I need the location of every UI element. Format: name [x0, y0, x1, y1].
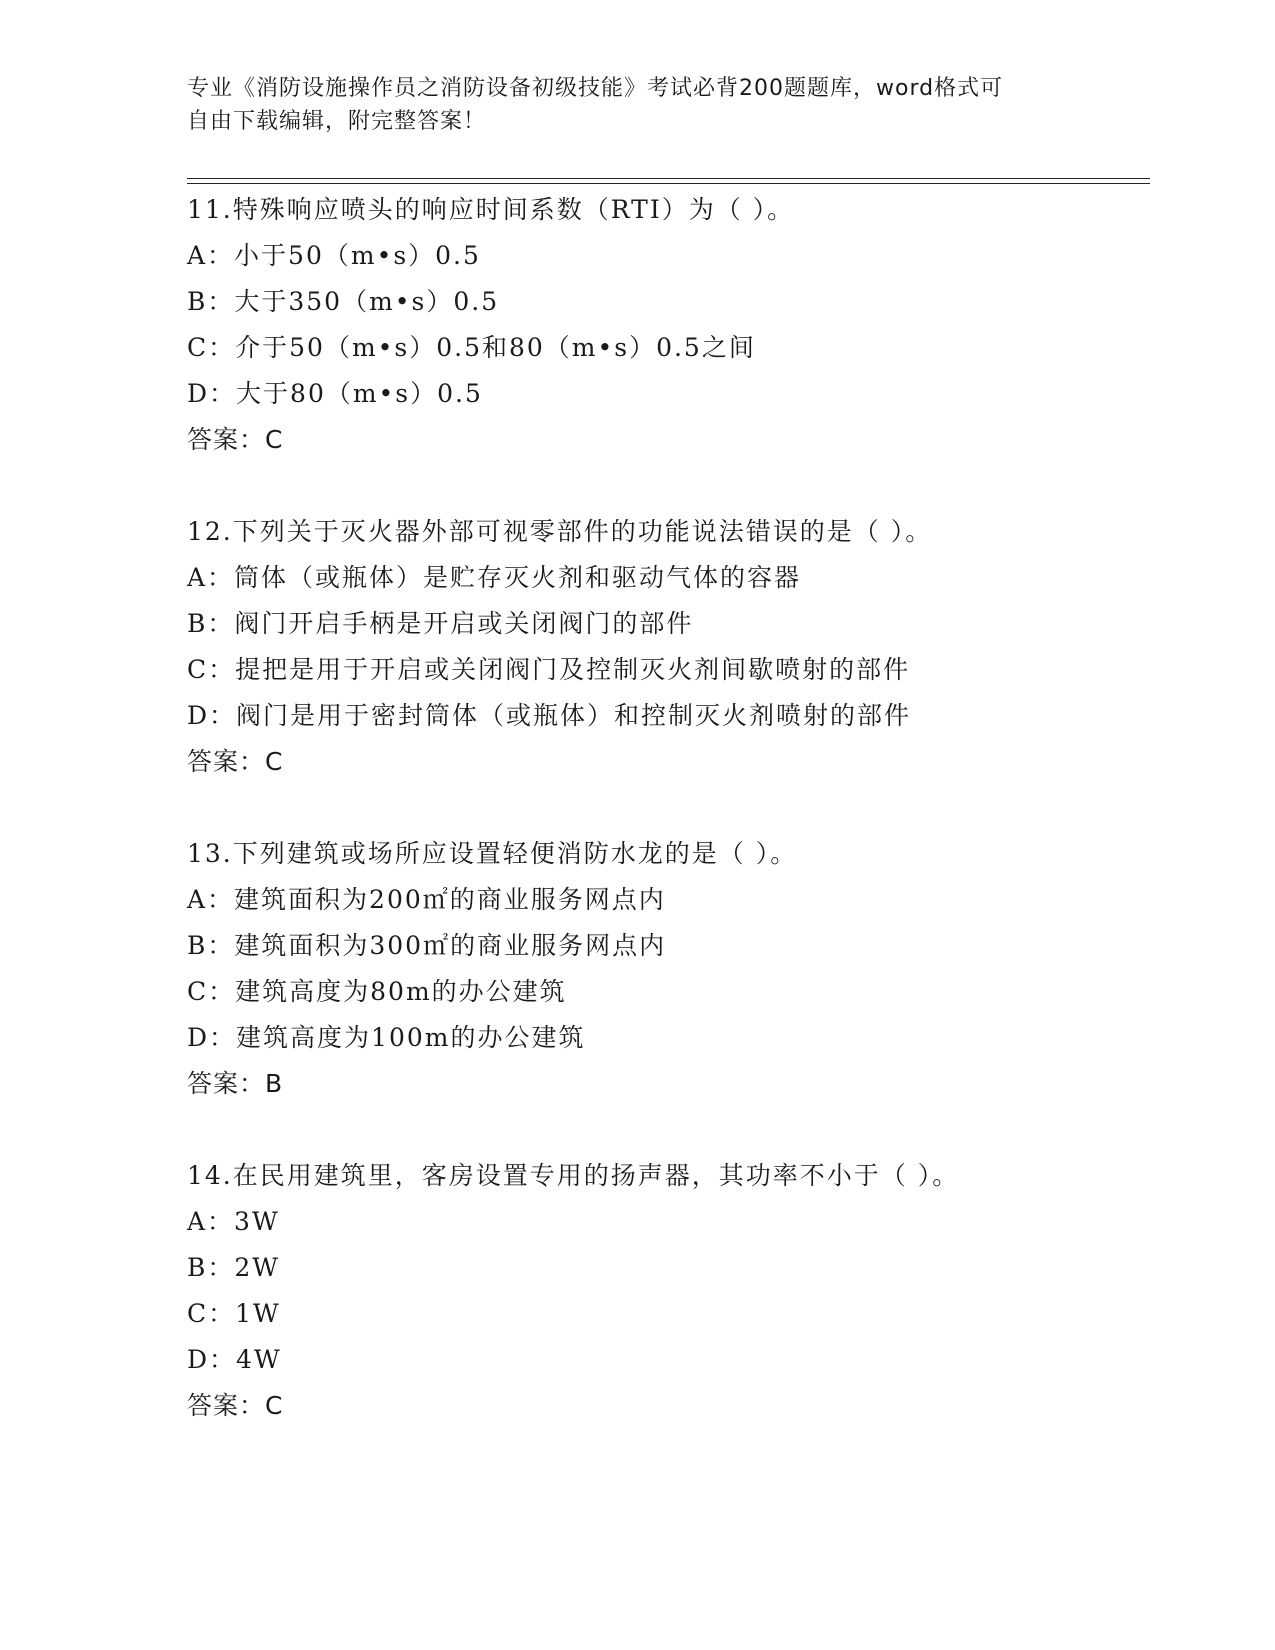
- header-line-1: 专业《消防设施操作员之消防设备初级技能》考试必背200题题库，word格式可: [187, 76, 1004, 101]
- question-stem: 11.特殊响应喷头的响应时间系数（RTI）为（ ）。: [187, 195, 795, 224]
- option-c: C：1W: [187, 1299, 281, 1328]
- question-list: [187, 187, 1147, 1429]
- question-stem: 14.在民用建筑里，客房设置专用的扬声器，其功率不小于（ ）。: [187, 1161, 960, 1190]
- header-divider-bottom: [187, 183, 1150, 184]
- header-divider-top: [187, 178, 1150, 179]
- option-b: B：大于350（m•s）0.5: [187, 287, 500, 316]
- answer-line: 答案：C: [187, 1391, 284, 1420]
- option-a: A：小于50（m•s）0.5: [187, 241, 481, 270]
- option-b: B：2W: [187, 1253, 280, 1282]
- question-stem: 13.下列建筑或场所应设置轻便消防水龙的是（ ）。: [187, 839, 798, 868]
- option-c: C：建筑高度为80m的办公建筑: [187, 977, 567, 1006]
- question-stem: 12.下列关于灭火器外部可视零部件的功能说法错误的是（ ）。: [187, 517, 933, 546]
- option-d: D：4W: [187, 1345, 282, 1374]
- option-d: D：阀门是用于密封筒体（或瓶体）和控制灭火剂喷射的部件: [187, 701, 912, 730]
- question-13: [187, 831, 1147, 1107]
- option-d: D：大于80（m•s）0.5: [187, 379, 483, 408]
- answer-line: 答案：C: [187, 747, 284, 776]
- answer-line: 答案：B: [187, 1069, 284, 1098]
- option-b: B：建筑面积为300㎡的商业服务网点内: [187, 931, 667, 960]
- question-11: [187, 187, 1147, 463]
- document-header: [187, 72, 1087, 138]
- question-14: [187, 1153, 1147, 1429]
- option-d: D：建筑高度为100m的办公建筑: [187, 1023, 586, 1052]
- option-a: A：3W: [187, 1207, 280, 1236]
- option-c: C：提把是用于开启或关闭阀门及控制灭火剂间歇喷射的部件: [187, 655, 911, 684]
- option-a: A：筒体（或瓶体）是贮存灭火剂和驱动气体的容器: [187, 563, 802, 592]
- question-12: [187, 509, 1147, 785]
- answer-line: 答案：C: [187, 425, 284, 454]
- option-c: C：介于50（m•s）0.5和80（m•s）0.5之间: [187, 333, 756, 362]
- option-b: B：阀门开启手柄是开启或关闭阀门的部件: [187, 609, 694, 638]
- header-line-2: 自由下载编辑，附完整答案！: [187, 109, 487, 134]
- option-a: A：建筑面积为200㎡的商业服务网点内: [187, 885, 666, 914]
